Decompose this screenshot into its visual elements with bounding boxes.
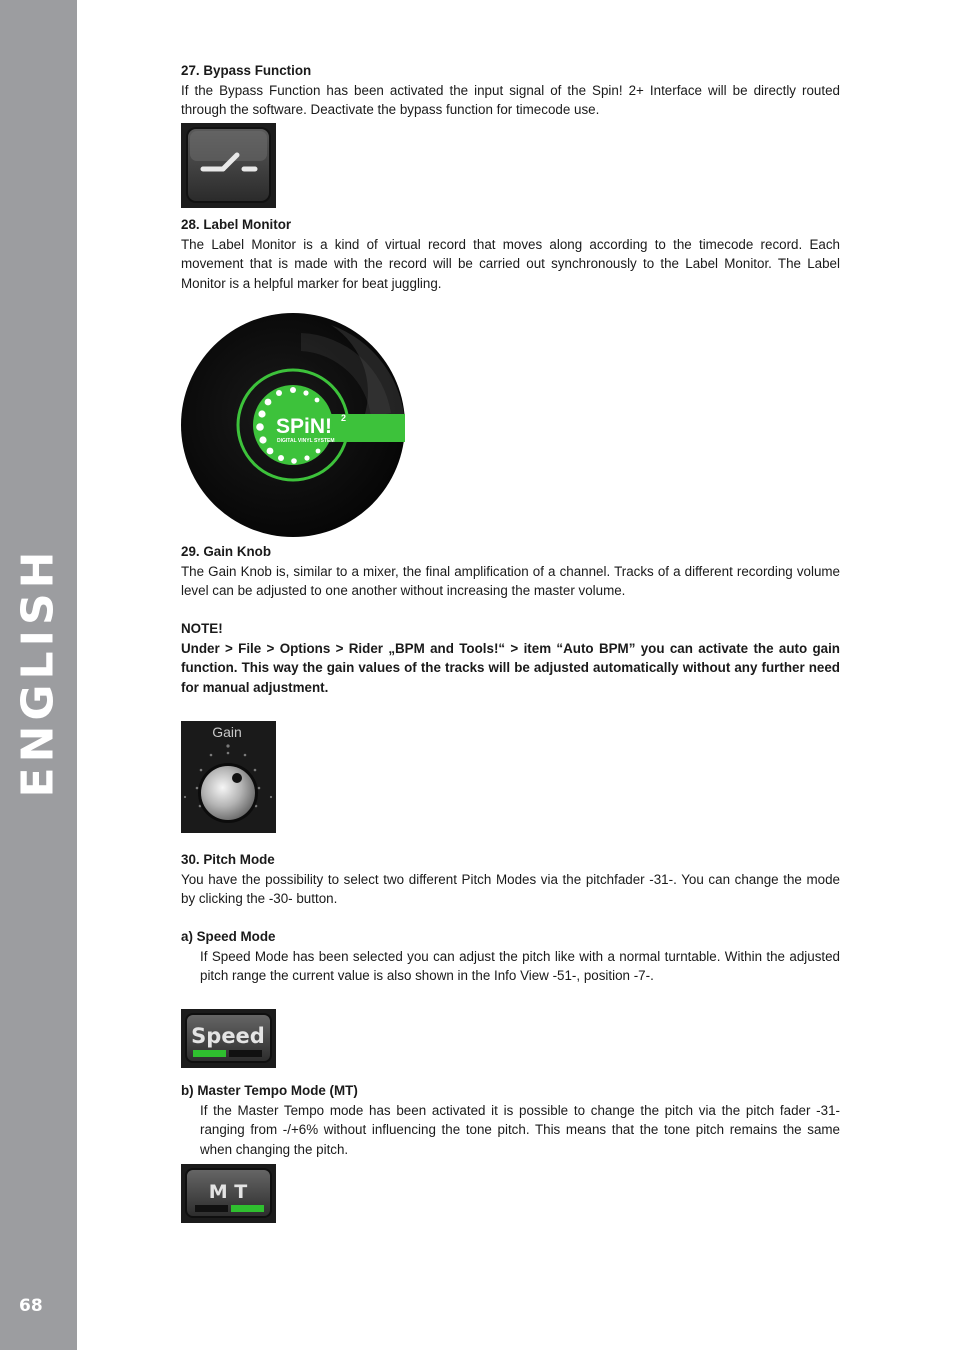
master-tempo-body: If the Master Tempo mode has been activated it is possible to change the pitch via the pitch fader -31- ranging from -/+6% without influencing the tone pitch. This means that the tone pitch remains the same when changing the pitch. [200,1103,840,1157]
spin-logo-superscript: 2 [341,413,347,423]
bypass-switch-icon [181,123,276,208]
label-monitor-heading: 28. Label Monitor [181,217,292,232]
language-sidebar [0,0,77,1350]
gain-body: The Gain Knob is, similar to a mixer, the final amplification of a channel. Tracks of a different recording volume level can be adjusted to one another without increasing the master volume. [181,564,840,599]
note-body: Under > File > Options > Rider „BPM and Tools!“ > item “Auto BPM” you can activate the auto gain function. This way the gain values of the tracks will be adjusted automatically without any further need for manual adjustment. [181,641,840,695]
spin-logo-subtitle: DIGITAL VINYL SYSTEM [277,438,335,444]
page-number: 68 [19,1296,43,1316]
label-monitor-disc [181,313,407,539]
mt-button-label: M T [208,1181,248,1203]
speed-button-label: Speed [191,1024,265,1048]
master-tempo-heading: b) Master Tempo Mode (MT) [181,1083,358,1098]
gain-knob-label: Gain [212,724,242,740]
gain-heading: 29. Gain Knob [181,544,272,559]
spin-logo-text: SPiN! [276,415,333,438]
note-heading: NOTE! [181,621,223,636]
language-label: ENGLISH [12,546,64,798]
bypass-body: If the Bypass Function has been activated the input signal of the Spin! 2+ Interface will be directly routed through the software. Deactivate the bypass function for timecode use. [181,83,840,118]
label-monitor-body: The Label Monitor is a kind of virtual record that moves along according to the timecode record. Each movement that is made with the record will be carried out synchronously to the Label Monitor. The Label Monitor is a helpful marker for beat juggling. [181,237,840,291]
bypass-heading: 27. Bypass Function [181,63,312,78]
speed-mode-body: If Speed Mode has been selected you can adjust the pitch like with a normal turntable. Within the adjusted pitch range the current value is also shown in the Info View -51-, position -7-. [200,949,840,984]
speed-mode-button [181,1009,276,1068]
master-tempo-button [181,1164,276,1223]
gain-knob-image [181,721,276,833]
pitch-mode-heading: 30. Pitch Mode [181,852,275,867]
pitch-mode-body: You have the possibility to select two different Pitch Modes via the pitchfader -31-. You can change the mode by clicking the -30- button. [181,872,840,907]
speed-mode-heading: a) Speed Mode [181,929,276,944]
